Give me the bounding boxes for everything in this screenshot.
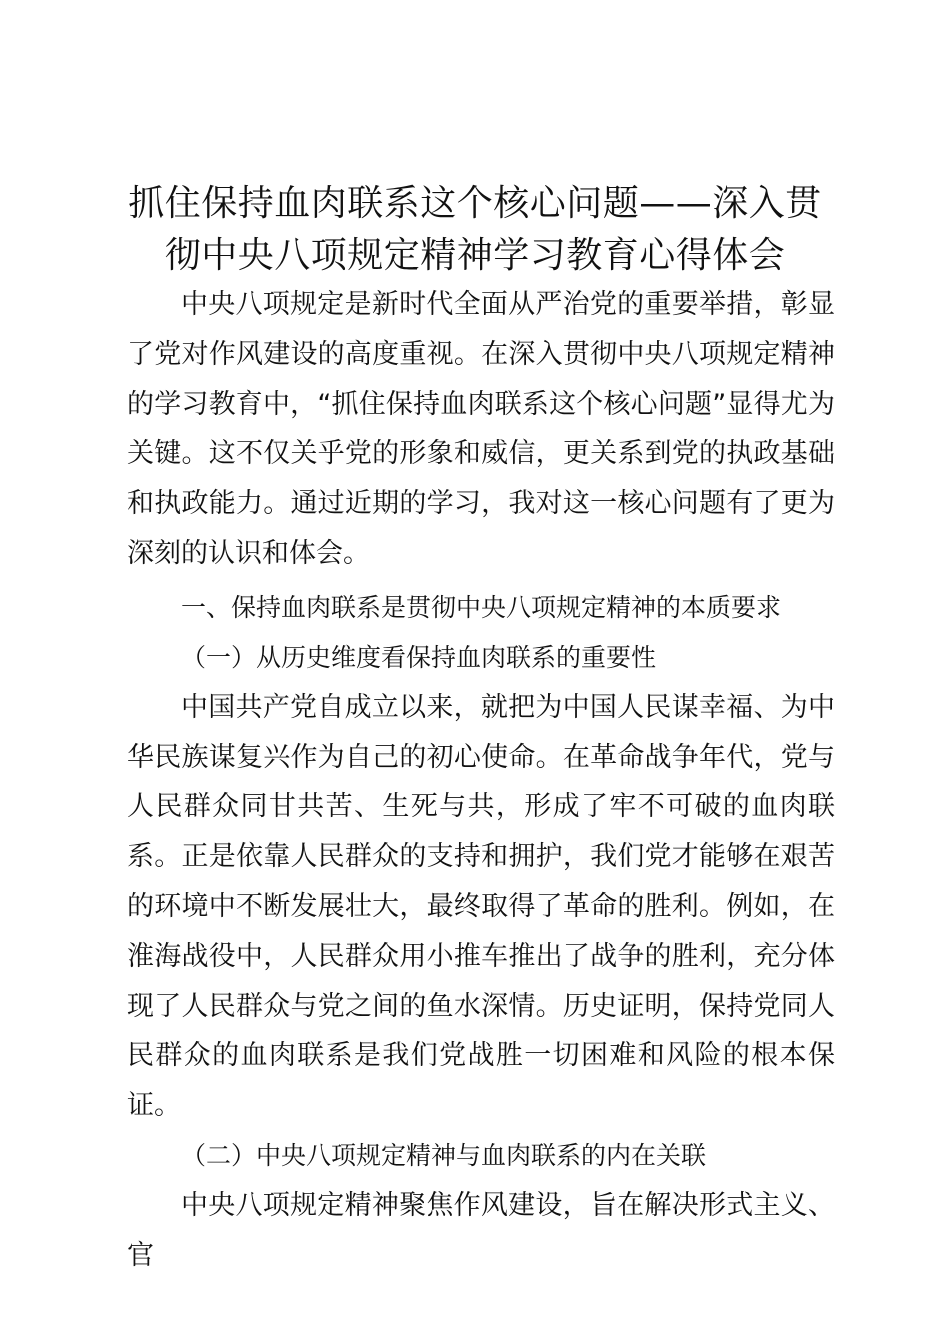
section-heading-1: 一、保持血肉联系是贯彻中央八项规定精神的本质要求 [181, 592, 782, 622]
intro-paragraph: 中央八项规定是新时代全面从严治党的重要举措，彰显了党对作风建设的高度重视。在深入贯彻中央八项规定精神的学习教育中，“抓住保持血肉联系这个核心问题”显得尤为关键。这不仅关乎党的形象和威信，更关系到党的执政基础和执政能力。通过近期的学习，我对这一核心问题有了更为深刻的认识和体会。 [127, 289, 835, 569]
subsection-2-paragraph: 中央八项规定精神聚焦作风建设，旨在解决形式主义、官 [127, 1189, 835, 1271]
document-body [127, 280, 835, 1281]
subsection-heading-1: （一）从历史维度看保持血肉联系的重要性 [181, 642, 657, 672]
title-line-1: 抓住保持血肉联系这个核心问题——深入贯 [128, 183, 822, 224]
subsection-heading-2: （二）中央八项规定精神与血肉联系的内在关联 [181, 1140, 707, 1170]
title-line-2: 彻中央八项规定精神学习教育心得体会 [164, 235, 786, 276]
document-title [100, 178, 850, 282]
subsection-1-paragraph: 中国共产党自成立以来，就把为中国人民谋幸福、为中华民族谋复兴作为自己的初心使命。在革命战争年代，党与人民群众同甘共苦、生死与共，形成了牢不可破的血肉联系。正是依靠人民群众的支持和拥护，我们党才能够在艰苦的环境中不断发展壮大，最终取得了革命的胜利。例如，在淮海战役中，人民群众用小推车推出了战争的胜利，充分体现了人民群众与党之间的鱼水深情。历史证明，保持党同人民群众的血肉联系是我们党战胜一切困难和风险的根本保证。 [127, 691, 835, 1122]
